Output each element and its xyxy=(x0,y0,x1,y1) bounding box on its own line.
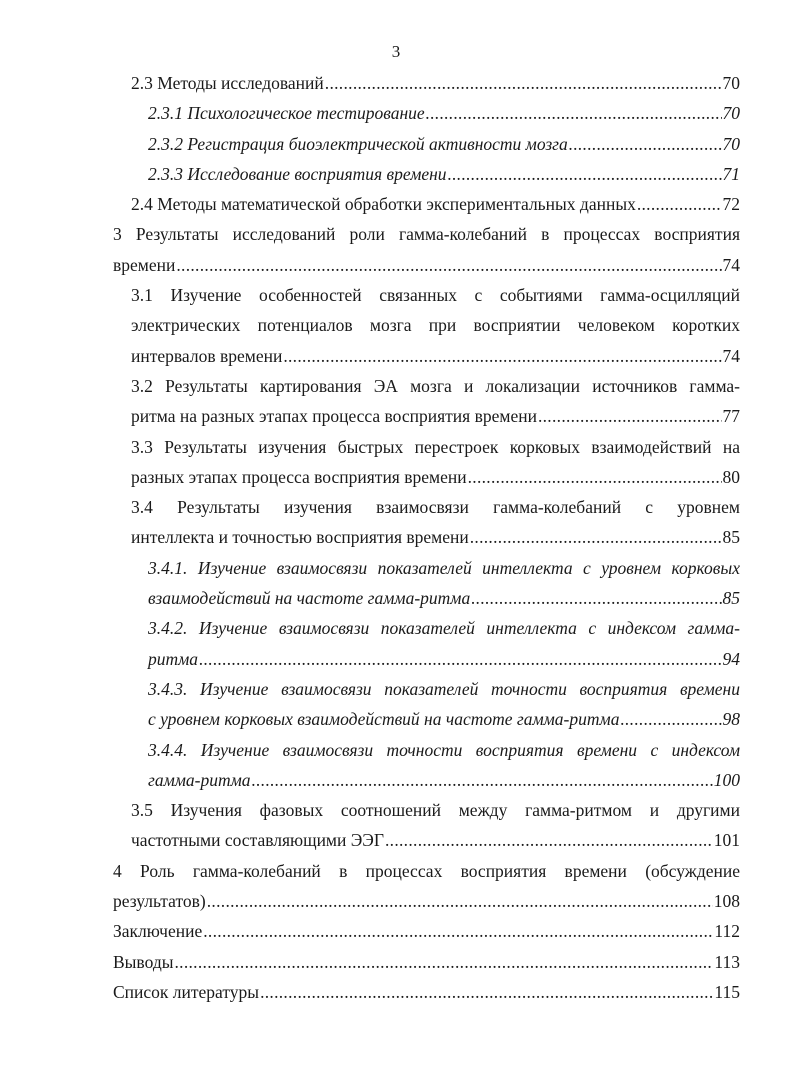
toc-entry-title: ритма на разных этапах процесса восприятия времени xyxy=(131,406,537,427)
toc-entry-page: 80 xyxy=(722,466,740,487)
toc-entry-page: 70 xyxy=(722,133,740,154)
dot-leader xyxy=(468,462,722,492)
toc-entry-title: 2.3 Методы исследований xyxy=(131,73,324,93)
toc-entry-line: 4 Роль гамма-колебаний в процессах восприятия времени (обсуждение xyxy=(113,860,740,881)
toc-entry-page: 85 xyxy=(722,527,740,548)
toc-entry-line: электрических потенциалов мозга при восприятии человеком коротких xyxy=(131,315,740,336)
toc-entry-title: ритма xyxy=(148,648,199,669)
dot-leader xyxy=(620,704,721,734)
toc-entry-title: взаимодействий на частоте гамма-ритма xyxy=(148,588,471,609)
toc-entry-title: разных этапах процесса восприятия времени xyxy=(131,466,467,487)
toc-entry-page: 85 xyxy=(722,588,740,609)
toc-entry[interactable] xyxy=(131,432,740,493)
toc-entry[interactable] xyxy=(148,98,740,128)
toc-entry[interactable] xyxy=(113,916,740,946)
toc-entry[interactable] xyxy=(131,68,740,98)
toc-entry-title: 2.3.3 Исследование восприятия времени xyxy=(148,163,447,184)
toc-entry[interactable] xyxy=(148,129,740,159)
dot-leader xyxy=(538,401,722,431)
toc-entry[interactable] xyxy=(113,977,740,1007)
toc-entry-page: 72 xyxy=(722,194,740,215)
toc-entry-title: Выводы xyxy=(113,951,174,972)
toc-entry[interactable] xyxy=(148,735,740,796)
toc-entry[interactable] xyxy=(131,371,740,432)
toc-entry[interactable] xyxy=(113,219,740,280)
dot-leader xyxy=(448,159,722,189)
toc-entry[interactable] xyxy=(131,795,740,856)
toc-entry-line: 3.4.2. Изучение взаимосвязи показателей интеллекта с индексом гамма- xyxy=(148,618,740,639)
toc-entry-line: 3.4.4. Изучение взаимосвязи точности восприятия времени с индексом xyxy=(148,739,740,760)
toc-entry-title: 2.3.1 Психологическое тестирование xyxy=(148,103,425,124)
toc-entry-page: 98 xyxy=(722,709,740,730)
toc-entry-line: 3.4 Результаты изучения взаимосвязи гамма-колебаний с уровнем xyxy=(131,497,740,518)
dot-leader xyxy=(470,522,722,552)
toc-entry-page: 70 xyxy=(722,103,740,124)
toc-entry[interactable] xyxy=(148,159,740,189)
toc-entry-title: Список литературы xyxy=(113,981,260,1002)
toc-entry-title: 2.3.2 Регистрация биоэлектрической активности мозга xyxy=(148,133,568,154)
toc-entry-title: интервалов времени xyxy=(131,345,283,366)
dot-leader xyxy=(176,250,721,280)
toc-entry-page: 94 xyxy=(722,648,740,669)
toc-entry-title: с уровнем корковых взаимодействий на частоте гамма-ритма xyxy=(148,709,620,730)
dot-leader xyxy=(199,644,721,674)
dot-leader xyxy=(471,583,721,613)
toc-entry-page: 77 xyxy=(722,406,740,427)
toc-entry-title: 2.4 Методы математической обработки экспериментальных данных xyxy=(131,194,636,215)
toc-entry-page: 71 xyxy=(722,163,740,184)
toc-entry-title: гамма-ритма xyxy=(148,769,251,790)
dot-leader xyxy=(252,765,713,795)
toc-entry[interactable] xyxy=(148,674,740,735)
toc-entry-page: 74 xyxy=(722,254,740,275)
toc-entry-title: результатов) xyxy=(113,891,206,912)
toc-entry-page: 115 xyxy=(714,981,740,1002)
dot-leader xyxy=(260,977,713,1007)
toc-entry-title: времени xyxy=(113,254,176,275)
toc-entry-page: 70 xyxy=(722,73,740,93)
dot-leader xyxy=(385,825,713,855)
toc-entry-line: 3.2 Результаты картирования ЭА мозга и локализации источников гамма- xyxy=(131,375,740,396)
toc-entry[interactable] xyxy=(148,553,740,614)
toc-entry-title: интеллекта и точностью восприятия времени xyxy=(131,527,469,548)
dot-leader xyxy=(325,68,722,98)
toc-entry-page: 112 xyxy=(714,921,740,942)
toc-entry-page: 101 xyxy=(713,830,740,851)
dot-leader xyxy=(207,886,713,916)
toc-entry-page: 74 xyxy=(722,345,740,366)
dot-leader xyxy=(426,98,722,128)
table-of-contents xyxy=(0,68,792,1007)
dot-leader xyxy=(203,916,713,946)
toc-entry-title: Заключение xyxy=(113,921,203,942)
toc-entry-page: 113 xyxy=(714,951,740,972)
dot-leader xyxy=(569,129,722,159)
dot-leader xyxy=(174,947,713,977)
toc-entry-line: 3 Результаты исследований роли гамма-колебаний в процессах восприятия xyxy=(113,224,740,245)
toc-entry-page: 100 xyxy=(713,769,740,790)
toc-entry[interactable] xyxy=(131,280,740,371)
toc-entry-line: 3.4.3. Изучение взаимосвязи показателей точности восприятия времени xyxy=(148,678,740,699)
toc-entry-title: частотными составляющими ЭЭГ xyxy=(131,830,384,851)
toc-entry-line: 3.4.1. Изучение взаимосвязи показателей интеллекта с уровнем корковых xyxy=(148,557,740,578)
toc-entry[interactable] xyxy=(148,613,740,674)
toc-entry-line: 3.5 Изучения фазовых соотношений между гамма-ритмом и другими xyxy=(131,800,740,821)
toc-entry[interactable] xyxy=(131,189,740,219)
toc-entry-line: 3.3 Результаты изучения быстрых перестроек корковых взаимодействий на xyxy=(131,436,740,457)
toc-entry[interactable] xyxy=(131,492,740,553)
toc-entry-page: 108 xyxy=(713,891,740,912)
dot-leader xyxy=(283,341,721,371)
dot-leader xyxy=(637,189,722,219)
toc-entry[interactable] xyxy=(113,856,740,917)
toc-entry[interactable] xyxy=(113,947,740,977)
toc-entry-line: 3.1 Изучение особенностей связанных с событиями гамма-осцилляций xyxy=(131,285,740,306)
page-number: 3 xyxy=(391,42,401,61)
